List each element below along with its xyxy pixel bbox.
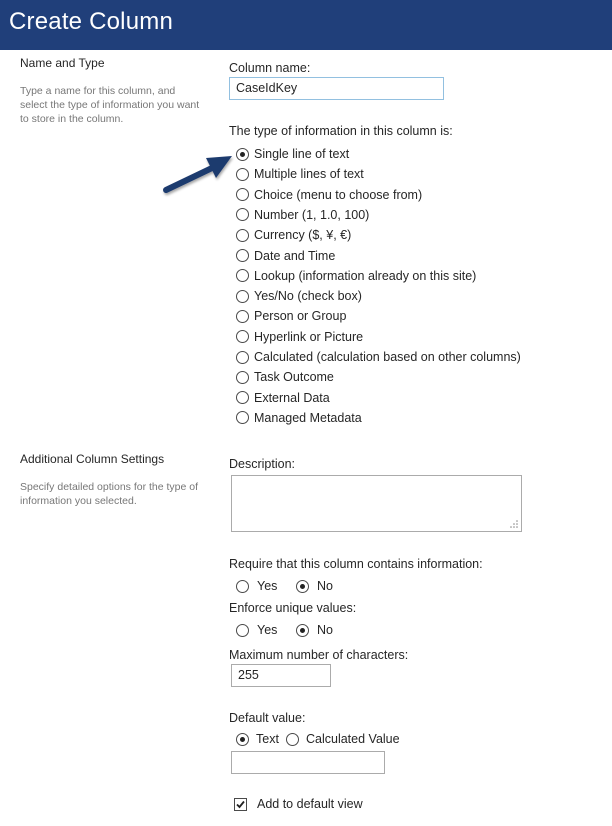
require-no-label: No <box>317 579 333 593</box>
require-yes-radio[interactable] <box>236 578 277 594</box>
unique-yes-label: Yes <box>257 623 278 637</box>
radio-icon[interactable] <box>236 391 249 404</box>
additional-settings-description: Specify detailed options for the type of information you selected. <box>20 481 199 507</box>
type-option-label: Multiple lines of text <box>254 167 364 182</box>
type-option-label: Single line of text <box>254 147 350 161</box>
type-option[interactable] <box>236 227 351 243</box>
type-option[interactable] <box>236 390 330 406</box>
resize-grip-icon[interactable] <box>510 520 518 528</box>
type-option[interactable] <box>236 248 335 264</box>
type-option-label: Hyperlink or Picture <box>254 329 364 344</box>
type-option[interactable] <box>236 349 521 365</box>
radio-icon[interactable] <box>236 290 249 303</box>
radio-icon[interactable] <box>236 624 249 637</box>
max-chars-label: Maximum number of characters: <box>229 648 409 662</box>
arrow-annotation-icon <box>160 152 240 200</box>
radio-icon[interactable] <box>236 330 249 343</box>
type-option-label: Task Outcome <box>254 370 334 385</box>
type-option[interactable] <box>236 268 476 284</box>
radio-selected-icon[interactable] <box>296 624 309 637</box>
unique-no-label: No <box>317 623 333 637</box>
add-to-view-checkbox[interactable] <box>234 798 247 811</box>
default-text-label: Text <box>256 732 279 746</box>
radio-selected-icon[interactable] <box>236 733 249 746</box>
radio-selected-icon[interactable] <box>296 580 309 593</box>
column-name-label: Column name: <box>229 61 311 75</box>
title-bar <box>0 0 612 50</box>
name-and-type-description: Type a name for this column, and select the type of information you want to store in the column. <box>20 85 200 125</box>
type-option[interactable] <box>236 369 334 385</box>
column-name-input[interactable]: CaseIdKey <box>229 77 444 100</box>
checkmark-icon <box>235 799 246 810</box>
type-option[interactable] <box>236 166 364 182</box>
radio-icon[interactable] <box>236 351 249 364</box>
type-option[interactable] <box>236 288 362 304</box>
default-value-label: Default value: <box>229 711 306 725</box>
description-textarea[interactable] <box>231 475 522 532</box>
type-option[interactable] <box>236 329 363 345</box>
max-chars-input[interactable]: 255 <box>231 664 331 687</box>
require-no-radio[interactable] <box>296 578 333 594</box>
type-option-label: Person or Group <box>254 309 347 324</box>
type-option[interactable] <box>236 187 422 203</box>
type-option-label: Lookup (information already on this site) <box>254 268 477 283</box>
radio-icon[interactable] <box>236 208 249 221</box>
radio-icon[interactable] <box>236 269 249 282</box>
unique-no-radio[interactable] <box>296 622 333 638</box>
description-label: Description: <box>229 457 295 471</box>
type-option[interactable] <box>236 146 349 162</box>
radio-icon[interactable] <box>236 371 249 384</box>
type-option[interactable] <box>236 308 346 324</box>
require-label: Require that this column contains information: <box>229 557 483 571</box>
type-option[interactable] <box>236 410 362 426</box>
name-and-type-heading: Name and Type <box>20 56 105 70</box>
type-option-label: Choice (menu to choose from) <box>254 187 423 202</box>
add-to-view-label: Add to default view <box>257 797 363 811</box>
radio-icon[interactable] <box>236 580 249 593</box>
type-option-label: Yes/No (check box) <box>254 289 362 304</box>
require-yes-label: Yes <box>257 579 278 593</box>
page-title: Create Column <box>9 8 174 35</box>
radio-icon[interactable] <box>236 249 249 262</box>
type-option-label: Date and Time <box>254 248 336 263</box>
unique-label: Enforce unique values: <box>229 601 357 615</box>
type-option-label: External Data <box>254 390 330 405</box>
radio-icon[interactable] <box>286 733 299 746</box>
radio-icon[interactable] <box>236 411 249 424</box>
type-label: The type of information in this column is: <box>229 124 453 138</box>
default-value-input[interactable] <box>231 751 385 774</box>
default-calculated-label: Calculated Value <box>306 732 400 746</box>
radio-icon[interactable] <box>236 310 249 323</box>
default-calculated-radio[interactable] <box>286 731 400 747</box>
type-option-label: Calculated (calculation based on other columns) <box>254 350 521 364</box>
unique-yes-radio[interactable] <box>236 622 277 638</box>
type-option-label: Currency ($, ¥, €) <box>254 228 352 243</box>
radio-icon[interactable] <box>236 229 249 242</box>
additional-settings-heading: Additional Column Settings <box>20 452 165 466</box>
type-option[interactable] <box>236 207 369 223</box>
type-option-label: Managed Metadata <box>254 410 362 425</box>
type-option-label: Number (1, 1.0, 100) <box>254 207 370 222</box>
default-text-radio[interactable] <box>236 731 279 747</box>
